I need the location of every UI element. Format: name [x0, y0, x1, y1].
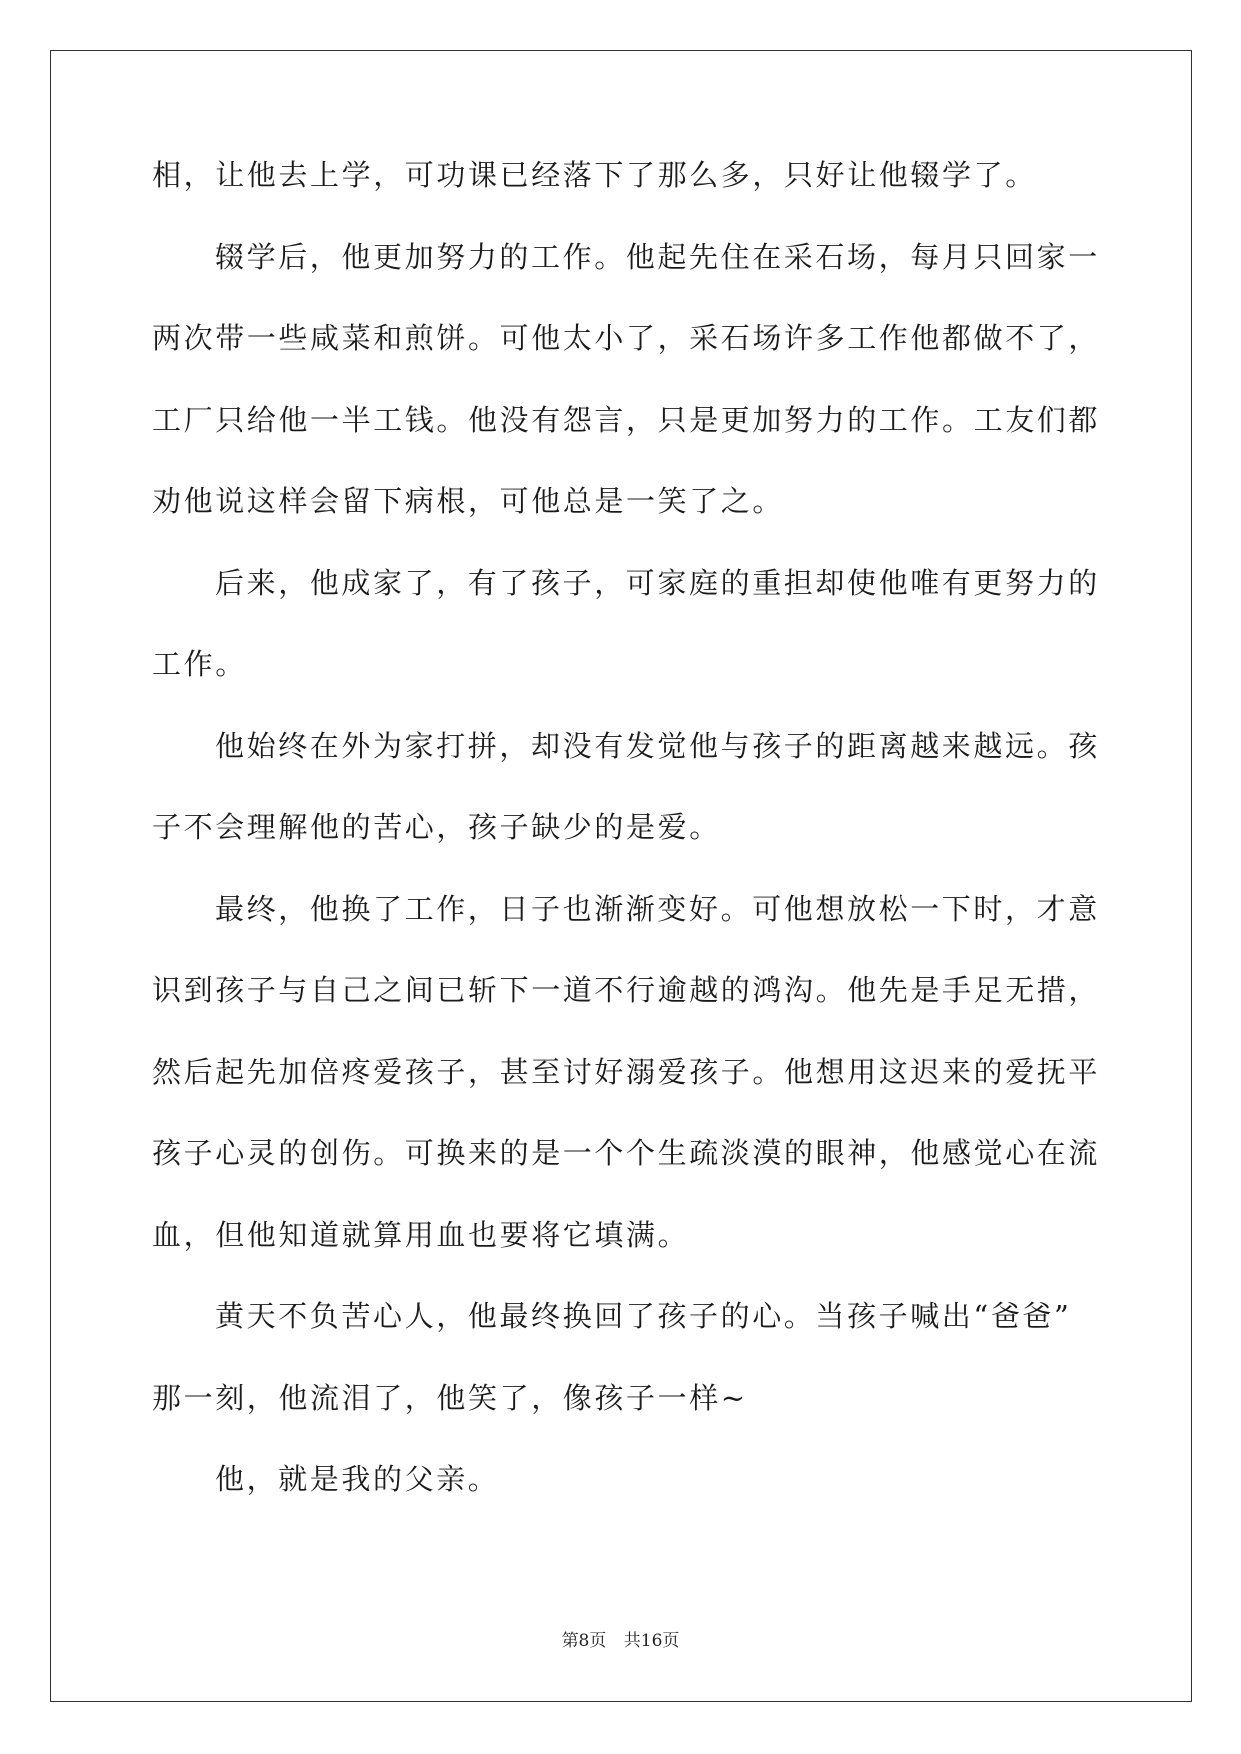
- text-line: 工厂只给他一半工钱。他没有怨言，只是更加努力的工作。工友们都: [152, 402, 1101, 437]
- text-line: 然后起先加倍疼爱孩子，甚至讨好溺爱孩子。他想用这迟来的爱抚平: [152, 1054, 1101, 1089]
- text-line: 相，让他去上学，可功课已经落下了那么多，只好让他辍学了。: [152, 158, 1037, 192]
- text-line: 他，就是我的父亲。: [215, 1462, 500, 1496]
- page-footer: [0, 1626, 1241, 1651]
- text-line: 最终，他换了工作，日子也渐渐变好。可他想放松一下时，才意: [215, 891, 1100, 926]
- page-number-total: 共16页: [623, 1631, 680, 1651]
- text-line: 子不会理解他的苦心，孩子缺少的是爱。: [152, 810, 721, 844]
- text-line: 工作。: [152, 647, 247, 681]
- text-line: 两次带一些咸菜和煎饼。可他太小了，采石场许多工作他都做不了，: [152, 321, 1101, 355]
- text-line: 孩子心灵的创伤。可换来的是一个个生疏淡漠的眼神，他感觉心在流: [152, 1136, 1101, 1170]
- text-line: 那一刻，他流泪了，他笑了，像孩子一样~: [152, 1380, 748, 1415]
- text-line: 后来，他成家了，有了孩子，可家庭的重担却使他唯有更努力的: [215, 565, 1100, 600]
- text-line: 他始终在外为家打拼，却没有发觉他与孩子的距离越来越远。孩: [215, 728, 1100, 763]
- text-line: 黄天不负苦心人，他最终换回了孩子的心。当孩子喊出“爸爸”: [215, 1299, 1072, 1333]
- text-line: 血，但他知道就算用血也要将它填满。: [152, 1217, 690, 1252]
- text-line: 识到孩子与自己之间已斩下一道不行逾越的鸿沟。他先是手足无措，: [152, 973, 1101, 1007]
- text-line: 劝他说这样会留下病根，可他总是一笑了之。: [152, 484, 785, 518]
- document-body: [152, 158, 1101, 1546]
- page-number-current: 第8页: [561, 1631, 607, 1651]
- text-line: 辍学后，他更加努力的工作。他起先住在采石场，每月只回家一: [215, 239, 1100, 274]
